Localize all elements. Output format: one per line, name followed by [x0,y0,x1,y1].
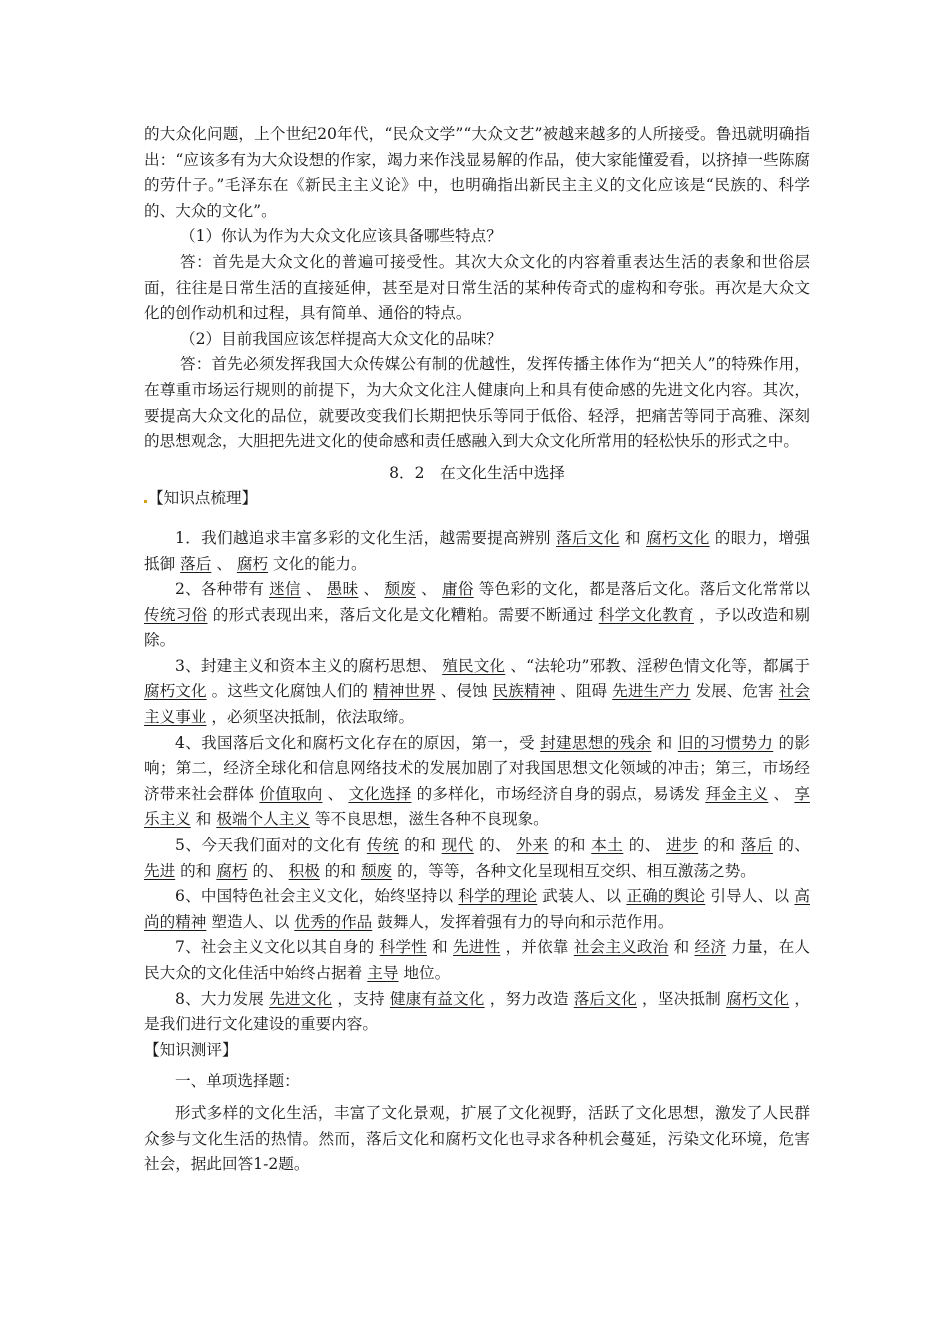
point-text: 。这些文化腐蚀人们的 [206,682,374,701]
point-text: 6、中国特色社会主义文化，始终坚持以 [175,887,459,906]
answer-blank: 享乐主义 [144,784,810,829]
answer-blank: 文化选择 [348,784,412,803]
answer-blank: 庸俗 [442,580,474,599]
point-text: 和 [619,528,647,547]
point-text: 的多样化，市场经济自身的弱点，易诱发 [411,784,706,803]
single-choice-heading: 一、单项选择题： [175,1072,300,1091]
answer-blank: 进步 [666,836,699,855]
point-text: 和 [651,733,678,752]
point-text: 的和 [398,836,442,855]
knowledge-point-4 [144,731,810,833]
answer-blank: 殖民文化 [442,656,506,675]
point-text: 和 [668,938,695,957]
point-text: 2、各种带有 [175,580,270,599]
point-text: 8、大力发展 [175,989,270,1008]
answer-blank: 先进生产力 [612,682,691,701]
knowledge-point-2 [144,577,810,654]
answer-2: 答：首先必须发挥我国大众传媒公有制的优越性，发挥传播主体作为“把关人”的特殊作用，在尊重市场运行规则的前提下，为大众文化注人健康向上和具有使命感的先进文化内容。其次，要提高大众文化的品位，就要改变我们长期把快乐等同于低俗、轻浮，把痛苦等同于高雅、深刻的思想观念，大胆把先进文化的使命感和责任感融入到大众文化所常用的轻松快乐的形式之中。 [144,355,810,451]
point-text: 的、 [473,836,517,855]
point-text: 和 [190,810,217,829]
point-text: 的、 [772,836,810,855]
answer-blank: 现代 [441,836,474,855]
test-heading: 【知识测评】 [144,1040,238,1059]
point-text: 的、 [247,861,289,880]
answer-blank: 颓废 [360,861,393,880]
page-content [144,122,810,1178]
answer-blank: 颓废 [384,580,416,599]
test-paragraph: 形式多样的文化生活，丰富了文化景观，扩展了文化视野，活跃了文化思想，激发了人民群众参与文化生活的热情。然而，落后文化和腐朽文化也寻求各种机会蔓延，污染文化环境，危害社会，据此回答1-2题。 [144,1103,810,1174]
answer-blank: 传统习俗 [144,605,208,624]
point-text: 、 [416,580,443,599]
knowledge-heading-text: 【知识点梳理】 [148,489,258,508]
answer-blank: 腐朽 [236,554,269,573]
point-text: 4、我国落后文化和腐朽文化存在的原因，第一，受 [175,733,541,752]
point-text: 等色彩的文化，都是落后文化。落后文化常常以 [473,580,810,599]
point-text: 的眼力，增强抵御 [144,528,810,573]
point-text: 5、今天我们面对的文化有 [175,836,367,855]
point-text: 3、封建主义和资本主义的腐朽思想、 [175,656,443,675]
point-text: 文化的能力。 [268,554,367,573]
edit-mark-icon [144,500,147,503]
point-text: 和 [426,938,454,957]
knowledge-heading [144,486,810,512]
answer-blank: 腐朽文化 [646,528,710,547]
answer-blank: 优秀的作品 [294,912,373,931]
point-text: 、阻碍 [555,682,613,701]
answer-blank: 先进文化 [269,989,333,1008]
answer-blank: 落后文化 [556,528,620,547]
point-text: 、 [358,580,385,599]
answer-blank: 迷信 [269,580,301,599]
knowledge-points [144,526,810,1038]
answer-blank: 落后文化 [573,989,637,1008]
point-text: ，支持 [332,989,390,1008]
answer-blank: 先进性 [453,938,501,957]
intro-paragraph: 的大众化问题，上个世纪20年代，“民众文学”“大众文艺”被越来越多的人所接受。鲁迅就明确指出：“应该多有为大众设想的作家，竭力来作浅显易解的作品，使大家能懂爱看，以挤掉一些陈腐的劳什子。”毛泽东在《新民主主义论》中，也明确指出新民主主义的文化应该是“民族的、科学的、大众的文化”。 [144,125,810,220]
point-text: ，必须坚决抵制，依法取缔。 [206,708,415,727]
answer-blank: 科学文化教育 [598,605,694,624]
answer-blank: 愚昧 [326,580,359,599]
answer-blank: 先进 [144,861,176,880]
answer-blank: 旧的习惯势力 [677,733,774,752]
answer-blank: 拜金主义 [705,784,769,803]
point-text: 、侵蚀 [435,682,493,701]
point-text: ，是我们进行文化建设的重要内容。 [144,989,810,1034]
point-text: 引导人、以 [705,887,795,906]
point-text: 塑造人、以 [206,912,295,931]
point-text: ，并依靠 [500,938,574,957]
point-text: 、 [211,554,237,573]
answer-blank: 社会主义事业 [144,682,810,727]
point-text: 的、 [623,836,667,855]
point-text: 、 [300,580,327,599]
point-text: 的影响；第二，经济全球化和信息网络技术的发展加剧了对我国思想文化领域的冲击；第三，市场经济带来社会群体 [144,733,810,803]
answer-blank: 传统 [366,836,399,855]
answer-blank: 社会主义政治 [573,938,669,957]
point-text: 力量，在人民大众的文化佳活中始终占据着 [144,938,810,982]
answer-blank: 价值取向 [259,784,323,803]
question-1: （1）你认为作为大众文化应该具备哪些特点？ [180,227,502,246]
point-text: 的和 [698,836,741,855]
point-text: 等不良思想，滋生各种不良现象。 [309,810,549,829]
answer-blank: 外来 [516,836,549,855]
answer-blank: 腐朽文化 [144,682,207,701]
answer-blank: 腐朽文化 [726,989,790,1008]
point-text: 的和 [319,861,361,880]
knowledge-point-6 [144,884,810,935]
point-text: 、 [322,784,349,803]
answer-blank: 落后 [740,836,773,855]
question-2: （2）目前我国应该怎样提高大众文化的品味？ [180,329,502,348]
point-text: 1．我们越追求丰富多彩的文化生活，越需要提高辨别 [175,528,557,547]
point-text: 鼓舞人，发挥着强有力的导向和示范作用。 [372,912,674,931]
answer-blank: 积极 [288,861,320,880]
answer-blank: 封建思想的残余 [540,733,652,752]
point-text: 发展、危害 [690,682,779,701]
point-text: 7、社会主义文化以其自身的 [175,938,380,957]
answer-1: 答：首先是大众文化的普遍可接受性。其次大众文化的内容着重表达生活的表象和世俗层面，往往是日常生活的直接延伸，甚至是对日常生活的某种传奇式的虚构和夸张。再次是大众文化的创作动机和过程，具有简单、通俗的特点。 [144,252,810,323]
answer-blank: 民族精神 [492,682,556,701]
knowledge-point-7 [144,935,810,986]
answer-blank: 腐朽 [216,861,248,880]
point-text: ，予以改造和剔除。 [144,605,810,650]
point-text: 的和 [548,836,592,855]
answer-blank: 经济 [694,938,727,957]
point-text: ，努力改造 [484,989,574,1008]
section-title: 8．2 在文化生活中选择 [389,463,565,482]
answer-blank: 本土 [591,836,624,855]
point-text: 、 [768,784,795,803]
answer-blank: 主导 [367,964,399,982]
point-text: 的，等等，各种文化呈现相互交织、相互激荡之势。 [392,861,756,880]
answer-blank: 极端个人主义 [216,810,310,829]
point-text: 武装人、以 [537,887,627,906]
knowledge-point-8 [144,987,810,1038]
knowledge-point-5 [144,833,810,884]
point-text: 的和 [175,861,217,880]
answer-blank: 健康有益文化 [389,989,485,1008]
answer-blank: 精神世界 [373,682,436,701]
answer-blank: 落后 [180,554,212,573]
knowledge-point-3 [144,654,810,731]
knowledge-point-1 [144,526,810,577]
point-text: 、“法轮功”邪教、淫秽色情文化等，都属于 [505,656,810,675]
answer-blank: 科学的理论 [458,887,538,906]
answer-blank: 正确的舆论 [626,887,706,906]
answer-blank: 科学性 [379,938,427,957]
point-text: 的形式表现出来，落后文化是文化糟粕。需要不断通过 [207,605,599,624]
point-text: 地位。 [398,964,451,982]
point-text: ，坚决抵制 [636,989,727,1008]
answer-blank: 高尚的精神 [144,887,810,931]
